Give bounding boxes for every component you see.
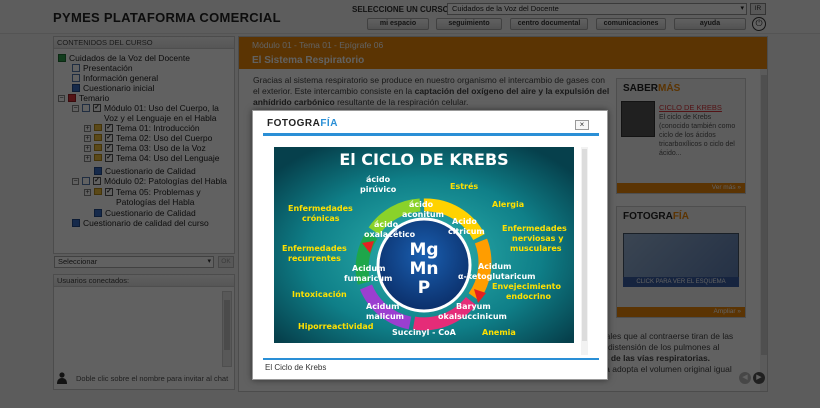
modal-caption: El Ciclo de Krebs (265, 363, 327, 372)
label-baryum-2: okalsuccinicum (438, 312, 507, 321)
label-cetoglutaricum-1: Acidum (478, 262, 512, 271)
cond-recurrentes-2: recurrentes (288, 254, 341, 263)
cond-envejecimiento-2: endocrino (506, 292, 551, 301)
photo-modal (252, 110, 608, 380)
label-oxalacetico-1: ácido (374, 220, 399, 229)
scroll-thumb[interactable] (582, 149, 587, 341)
label-citricum-2: citricum (448, 227, 485, 236)
cond-nerviosas-2: nerviosas y (512, 234, 564, 243)
cond-hiporreactividad: Hiporreactividad (298, 322, 374, 331)
label-fumaricum-2: fumaricum (344, 274, 393, 283)
close-icon[interactable]: × (575, 120, 589, 130)
cond-cronicas-2: crónicas (302, 214, 340, 223)
label-aconitum-2: aconitum (402, 210, 444, 219)
element-p: P (417, 278, 431, 298)
label-citricum-1: Acido (452, 217, 477, 226)
label-aconitum-1: ácido (409, 200, 434, 209)
label-piruvico-1: ácido (366, 175, 391, 184)
element-mn: Mn (409, 259, 439, 279)
cond-estres: Estrés (450, 182, 479, 191)
cond-anemia: Anemia (482, 328, 516, 337)
label-piruvico-2: pirúvico (360, 185, 397, 194)
label-succinyl: Succinyl - CoA (392, 328, 456, 337)
cond-envejecimiento-1: Envejecimiento (492, 282, 561, 291)
modal-logo: FOTOGRAFÍA (267, 118, 338, 129)
label-fumaricum-1: Acidum (352, 264, 386, 273)
modal-scrollbar[interactable] (581, 147, 588, 355)
modal-divider (263, 358, 599, 360)
cond-intoxicacion: Intoxicación (292, 290, 347, 299)
label-malicum-1: Acidum (366, 302, 400, 311)
cond-alergia: Alergia (492, 200, 525, 209)
label-malicum-2: malicum (366, 312, 404, 321)
cond-nerviosas-3: musculares (510, 244, 562, 253)
modal-divider (263, 133, 599, 136)
label-oxalacetico-2: oxalacético (364, 230, 416, 239)
cond-cronicas-1: Enfermedades (288, 204, 353, 213)
cond-recurrentes-1: Enfermedades (282, 244, 347, 253)
image-title: El CICLO DE KREBS (339, 150, 509, 169)
krebs-cycle-image (274, 147, 574, 343)
element-mg: Mg (409, 240, 439, 260)
label-baryum-1: Baryum (456, 302, 491, 311)
cond-nerviosas-1: Enfermedades (502, 224, 567, 233)
label-cetoglutaricum-2: α-ketoglutaricum (458, 272, 536, 281)
